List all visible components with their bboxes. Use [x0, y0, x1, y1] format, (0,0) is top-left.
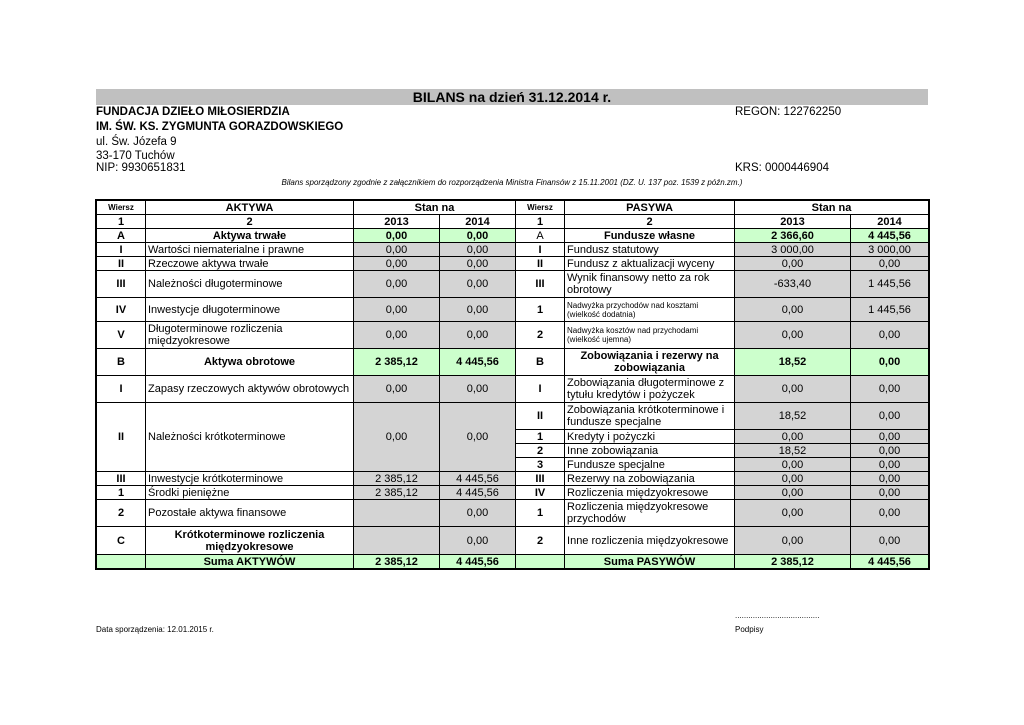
value-cell: 0,00 [735, 257, 851, 271]
value-cell: 0,00 [851, 322, 929, 349]
value-cell [354, 527, 440, 555]
row-code: III [516, 472, 565, 486]
row-label: Fundusz z aktualizacji wyceny [565, 257, 735, 271]
row-label: Wynik finansowy netto za rok obrotowy [565, 271, 735, 298]
row-code: 1 [516, 430, 565, 444]
row-label: Zobowiązania i rezerwy na zobowiązania [565, 349, 735, 376]
balance-table [96, 200, 929, 569]
table-row [97, 500, 929, 527]
value-cell: 0,00 [354, 257, 440, 271]
row-code: I [516, 243, 565, 257]
row-code: I [97, 376, 146, 403]
row-code: V [97, 322, 146, 349]
value-cell: 0,00 [440, 376, 516, 403]
value-cell: 3 000,00 [851, 243, 929, 257]
value-cell: 0,00 [735, 376, 851, 403]
row-code: III [516, 271, 565, 298]
org-name-line2: IM. ŚW. KS. ZYGMUNTA GORAZDOWSKIEGO [96, 121, 344, 133]
value-cell: 4 445,56 [851, 229, 929, 243]
col-wiersz-left: Wiersz [97, 201, 146, 215]
table-row [97, 229, 929, 243]
org-nip: NIP: 9930651831 [96, 162, 186, 174]
value-cell: 3 000,00 [735, 243, 851, 257]
row-code: IV [97, 298, 146, 322]
value-cell: 0,00 [440, 298, 516, 322]
value-cell: 0,00 [354, 322, 440, 349]
value-cell: 0,00 [354, 271, 440, 298]
row-code: II [516, 257, 565, 271]
sum-liabilities-2014: 4 445,56 [851, 555, 929, 569]
row-code: 3 [516, 458, 565, 472]
value-cell: 4 445,56 [440, 349, 516, 376]
row-label: Środki pieniężne [146, 486, 354, 500]
row-code: 1 [516, 500, 565, 527]
row-code: 1 [516, 298, 565, 322]
header-year: 2013 [735, 215, 851, 229]
value-cell: 0,00 [735, 500, 851, 527]
table-row [97, 257, 929, 271]
row-code: A [97, 229, 146, 243]
value-cell: 0,00 [851, 472, 929, 486]
value-cell: 1 445,56 [851, 271, 929, 298]
row-code: 2 [516, 444, 565, 458]
row-code: 1 [97, 486, 146, 500]
table-row [97, 527, 929, 555]
value-cell: 0,00 [735, 430, 851, 444]
row-label: Należności krótkoterminowe [146, 403, 354, 472]
row-label: Rezerwy na zobowiązania [565, 472, 735, 486]
value-cell: 0,00 [735, 486, 851, 500]
value-cell: 0,00 [354, 298, 440, 322]
value-cell: 0,00 [440, 229, 516, 243]
row-label: Inne zobowiązania [565, 444, 735, 458]
row-label: Zapasy rzeczowych aktywów obrotowych [146, 376, 354, 403]
value-cell: 0,00 [440, 271, 516, 298]
table-row [97, 298, 929, 322]
org-regon: REGON: 122762250 [735, 106, 842, 118]
row-label: Fundusz statutowy [565, 243, 735, 257]
sum-liabilities-2013: 2 385,12 [735, 555, 851, 569]
row-label: Fundusze własne [565, 229, 735, 243]
value-cell: 0,00 [735, 322, 851, 349]
value-cell: 0,00 [851, 458, 929, 472]
value-cell: 0,00 [440, 243, 516, 257]
value-cell: 0,00 [440, 322, 516, 349]
header-num: 1 [516, 215, 565, 229]
col-stan-na-left: Stan na [354, 201, 516, 215]
sum-assets-label: Suma AKTYWÓW [146, 555, 354, 569]
value-cell: 0,00 [354, 243, 440, 257]
legal-note: Bilans sporządzony zgodnie z załącznikiem do rozporządzenia Ministra Finansów z 15.11.2001 (DZ. U. 137 poz. 1539 z późn.zm.) [281, 178, 743, 187]
value-cell: 0,00 [851, 500, 929, 527]
row-label: Rozliczenia międzyokresowe przychodów [565, 500, 735, 527]
sum-spacer [97, 555, 146, 569]
row-label: Inwestycje długoterminowe [146, 298, 354, 322]
table-row [97, 322, 929, 349]
table-row [97, 486, 929, 500]
table-row [97, 403, 929, 430]
org-city: 33-170 Tuchów [96, 150, 175, 162]
row-label: Rozliczenia międzyokresowe [565, 486, 735, 500]
value-cell: 4 445,56 [440, 486, 516, 500]
org-street: ul. Św. Józefa 9 [96, 136, 177, 148]
header-year: 2013 [354, 215, 440, 229]
value-cell: 18,52 [735, 444, 851, 458]
value-cell [354, 500, 440, 527]
table-row [97, 349, 929, 376]
row-code: 2 [516, 322, 565, 349]
row-code: I [516, 376, 565, 403]
value-cell: 0,00 [735, 472, 851, 486]
header-num: 2 [565, 215, 735, 229]
header-row [97, 201, 929, 215]
row-label: Inne rozliczenia międzyokresowe [565, 527, 735, 555]
value-cell: 2 366,60 [735, 229, 851, 243]
table-row [97, 376, 929, 403]
row-label: Długoterminowe rozliczenia międzyokresowe [146, 322, 354, 349]
value-cell: 0,00 [440, 527, 516, 555]
col-aktywa: AKTYWA [146, 201, 354, 215]
value-cell: 0,00 [851, 527, 929, 555]
value-cell: 0,00 [440, 500, 516, 527]
row-code: A [516, 229, 565, 243]
value-cell: 0,00 [354, 403, 440, 472]
sum-row [97, 555, 929, 569]
value-cell: 4 445,56 [440, 472, 516, 486]
value-cell: 0,00 [354, 376, 440, 403]
value-cell: 0,00 [440, 403, 516, 472]
value-cell: 1 445,56 [851, 298, 929, 322]
row-code: IV [516, 486, 565, 500]
row-label: Rzeczowe aktywa trwałe [146, 257, 354, 271]
row-code: B [516, 349, 565, 376]
value-cell: 18,52 [735, 403, 851, 430]
row-code: II [97, 257, 146, 271]
signature-label: Podpisy [735, 625, 764, 634]
col-wiersz-right: Wiersz [516, 201, 565, 215]
value-cell: 0,00 [735, 298, 851, 322]
value-cell: 2 385,12 [354, 472, 440, 486]
value-cell: 2 385,12 [354, 486, 440, 500]
row-code: 2 [97, 500, 146, 527]
table-row [97, 472, 929, 486]
value-cell: 0,00 [851, 430, 929, 444]
row-label: Nadwyżka kosztów nad przychodami (wielkość ujemna) [565, 322, 735, 349]
value-cell: 0,00 [851, 349, 929, 376]
signature-line: ...................................... [735, 611, 820, 620]
org-krs: KRS: 0000446904 [735, 162, 829, 174]
header-num: 2 [146, 215, 354, 229]
header-year: 2014 [851, 215, 929, 229]
row-label: Aktywa trwałe [146, 229, 354, 243]
header-year: 2014 [440, 215, 516, 229]
value-cell: 2 385,12 [354, 349, 440, 376]
row-label: Należności długoterminowe [146, 271, 354, 298]
document-title: BILANS na dzień 31.12.2014 r. [96, 89, 928, 105]
table-row [97, 271, 929, 298]
row-code: III [97, 472, 146, 486]
value-cell: 0,00 [354, 229, 440, 243]
row-code: C [97, 527, 146, 555]
value-cell: 0,00 [851, 403, 929, 430]
row-code: I [97, 243, 146, 257]
row-code: III [97, 271, 146, 298]
sum-assets-2014: 4 445,56 [440, 555, 516, 569]
value-cell: 0,00 [851, 444, 929, 458]
header-numbers-row [97, 215, 929, 229]
value-cell: 0,00 [735, 527, 851, 555]
col-pasywa: PASYWA [565, 201, 735, 215]
row-label: Pozostałe aktywa finansowe [146, 500, 354, 527]
row-code: B [97, 349, 146, 376]
value-cell: -633,40 [735, 271, 851, 298]
value-cell: 0,00 [440, 257, 516, 271]
table-row [97, 243, 929, 257]
row-label: Aktywa obrotowe [146, 349, 354, 376]
row-label: Kredyty i pożyczki [565, 430, 735, 444]
header-num: 1 [97, 215, 146, 229]
row-label: Wartości niematerialne i prawne [146, 243, 354, 257]
row-label: Krótkoterminowe rozliczenia międzyokresowe [146, 527, 354, 555]
value-cell: 0,00 [851, 486, 929, 500]
value-cell: 0,00 [851, 257, 929, 271]
sum-assets-2013: 2 385,12 [354, 555, 440, 569]
row-code: II [97, 403, 146, 472]
value-cell: 18,52 [735, 349, 851, 376]
row-label: Fundusze specjalne [565, 458, 735, 472]
col-stan-na-right: Stan na [735, 201, 929, 215]
value-cell: 0,00 [851, 376, 929, 403]
row-label: Zobowiązania krótkoterminowe i fundusze specjalne [565, 403, 735, 430]
value-cell: 0,00 [735, 458, 851, 472]
sum-liabilities-label: Suma PASYWÓW [565, 555, 735, 569]
row-label: Nadwyżka przychodów nad kosztami (wielkość dodatnia) [565, 298, 735, 322]
row-label: Inwestycje krótkoterminowe [146, 472, 354, 486]
row-label: Zobowiązania długoterminowe z tytułu kredytów i pożyczek [565, 376, 735, 403]
sum-spacer [516, 555, 565, 569]
row-code: 2 [516, 527, 565, 555]
date-prepared: Data sporządzenia: 12.01.2015 r. [96, 625, 214, 634]
row-code: II [516, 403, 565, 430]
org-name-line1: FUNDACJA DZIEŁO MIŁOSIERDZIA [96, 106, 290, 118]
